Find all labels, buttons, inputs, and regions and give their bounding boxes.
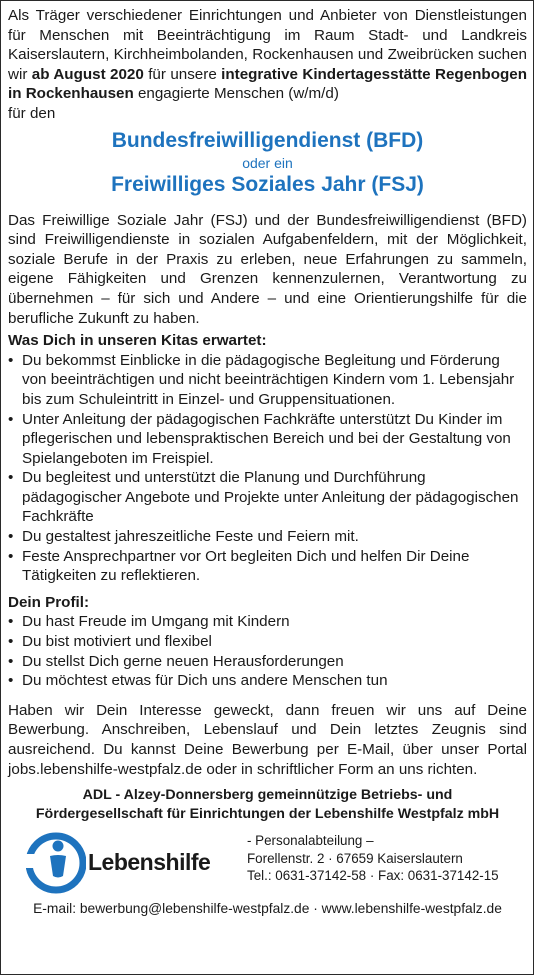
contact-line[interactable]: E-mail: bewerbung@lebenshilfe-westpfalz.de · www.lebenshilfe-westpfalz.de	[33, 901, 502, 917]
intro-start-date: ab August 2020	[31, 65, 144, 83]
profile-heading: Dein Profil:	[8, 593, 90, 611]
spacer	[8, 691, 527, 701]
list-item: • Du bekommst Einblicke in die pädagogische Begleitung und Förderung von beeinträchtigen und nicht beeinträchtigen Kindern vom 1. Lebensjahr bis zum Schuleintritt in Einzel- und Gruppensituationen.	[8, 351, 527, 410]
expect-heading: Was Dich in unseren Kitas erwartet:	[8, 332, 267, 350]
address-department: - Personalabteilung –	[247, 833, 374, 849]
company-line-2: Fördergesellschaft für Einrichtungen der Lebenshilfe Westpfalz mbH	[35, 806, 500, 823]
footer-row	[8, 826, 527, 900]
lebenshilfe-wordmark: Lebenshilfe	[88, 849, 211, 876]
address-street: Forellenstr. 2 · 67659 Kaiserslautern	[247, 850, 463, 866]
list-item: • Du gestaltest jahreszeitliche Feste und Feiern mit.	[8, 527, 527, 547]
intro-text-1: Als Träger verschiedener Einrichtungen und Anbieter von Dienstleistungen für Menschen mit Beeinträchtigung im Raum Stadt- und Landkreis Kaiserslautern, Kirchheimbolanden, Rockenhausen und Zweibrücken suchen wir	[8, 7, 527, 83]
headline-fsj: Freiwilliges Soziales Jahr (FSJ)	[111, 172, 424, 196]
headline-bfd: Bundesfreiwilligendienst (BFD)	[111, 128, 424, 152]
job-ad-content	[8, 6, 527, 918]
intro-text-3: engagierte Menschen (w/m/d)	[133, 85, 339, 103]
closing-paragraph: Haben wir Dein Interesse geweckt, dann freuen wir uns auf Deine Bewerbung. Anschreiben, Lebenslauf und Dein letztes Zeugnis sind ausreichend. Du kannst Deine Bewerbung per E-Mail, über unser Portal jobs.lebenshilfe-westpfalz.de oder in schriftlicher Form an uns richten.	[8, 701, 527, 778]
list-item: • Feste Ansprechpartner vor Ort begleiten Dich und helfen Dir Deine Tätigkeiten zu reflektieren.	[8, 547, 527, 586]
list-item: • Du stellst Dich gerne neuen Herausforderungen	[8, 652, 527, 672]
intro-facility: integrative Kindertagesstätte Regenbogen in Rockenhausen	[8, 65, 527, 103]
fuer-den-text: für den	[8, 104, 56, 122]
company-name	[8, 786, 527, 824]
intro-paragraph	[8, 6, 527, 104]
list-item: • Unter Anleitung der pädagogischen Fachkräfte unterstützt Du Kinder im pflegerischen und lebenspraktischen Bereich und bei der Gestaltung von Spielangeboten im Freispiel.	[8, 410, 527, 469]
spacer	[8, 198, 527, 211]
list-item: • Du begleitest und unterstützt die Planung und Durchführung pädagogischer Angebote und Projekte unter Anleitung der pädagogischen Fachkräfte	[8, 468, 527, 527]
intro-text-2: für unsere	[143, 65, 222, 83]
list-item: • Du bist motiviert und flexibel	[8, 632, 527, 652]
headline-oder-ein: oder ein	[242, 154, 293, 171]
list-item: • Du möchtest etwas für Dich uns andere Menschen tun	[8, 671, 527, 691]
address-phone: Tel.: 0631-37142-58 · Fax: 0631-37142-15	[247, 868, 499, 884]
lebenshilfe-logo-icon	[26, 832, 86, 894]
profile-list	[8, 612, 527, 690]
company-line-1: ADL - Alzey-Donnersberg gemeinnützige Betriebs- und	[82, 787, 453, 804]
headline-block	[8, 128, 527, 198]
address-block	[247, 832, 499, 885]
expect-list	[8, 351, 527, 586]
description-paragraph: Das Freiwillige Soziale Jahr (FSJ) und der Bundesfreiwilligendienst (BFD) sind Freiwilligendienste in sozialen Aufgabenfeldern, mit der Möglichkeit, soziale Berufe in der Praxis zu erleben, neue Erfahrungen zu sammeln, eigene Fähigkeiten und Grenzen kennenzulernen, Verantwortung zu übernehmen – für sich und Andere – und eine Orientierungshilfe für die berufliche Zukunft zu haben.	[8, 211, 527, 327]
list-item: • Du hast Freude im Umgang mit Kindern	[8, 612, 527, 632]
